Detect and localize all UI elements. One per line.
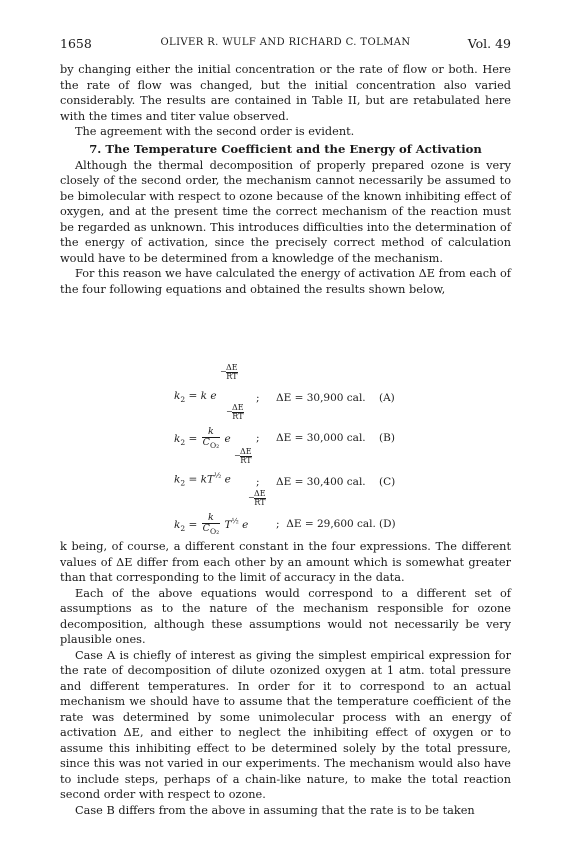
paragraph-method: For this reason we have calculated the energy of activation ΔE from each of the four following equations and obtained the results shown below,: [60, 267, 511, 296]
paragraph-assumptions: Each of the above equations would correspond to a different set of assumptions as to the nature of the mechanism responsible for ozone decomposition, although these assumptions would not necessarily be very plausible ones.: [60, 586, 511, 646]
equation-d: [174, 490, 434, 534]
equation-c: $k_2 = kT^{\frac{1}{2}}$ e − ΔE RT ; ΔE = 30,400 cal. (C): [174, 447, 396, 488]
paragraph-intro: by changing either the initial concentration or the rate of flow or both. Here the rate of flow was changed, but the initial concentration also varied considerably. The results are contained in Table II, but are retabulated here with the times and titer value observed.: [60, 63, 511, 123]
equation-d-result: ; ΔE = 29,600 cal.: [276, 518, 376, 530]
page-header: [60, 36, 511, 54]
paragraph-case-b: Case B differs from the above in assuming that the rate is to be taken: [75, 803, 475, 817]
running-head: OLIVER R. WULF AND RICHARD C. TOLMAN: [160, 37, 411, 48]
page-number: 1658: [60, 36, 92, 51]
equation-c-result: ΔE = 30,400 cal.: [276, 476, 366, 488]
equation-d-expr: $k_2$ = $\frac{k}{C_{O_2}}$ $T^{\frac{1}{2}}$ e: [174, 512, 249, 536]
text-block-top: [60, 62, 511, 297]
paragraph-mechanism: Although the thermal decomposition of properly prepared ozone is very closely of the second order, the mechanism cannot necessarily be assumed to be bimolecular with respect to ozone because of the known inhibiting effect of oxygen, and at the present time the correct mechanism of the reaction must be regarded as unknown. This introduces difficulties into the determination of the energy of activation, since the precisely correct method of calculation would have to be determined from a knowledge of the mechanism.: [60, 158, 511, 265]
equation-a-result: ΔE = 30,900 cal.: [276, 392, 366, 404]
paragraph-case-a: Case A is chiefly of interest as giving the simplest empirical expression for the rate of decomposition of dilute ozonized oxygen at 1 atm. total pressure and different temperatures. In order for it to correspond to an actual mechanism we should have to assume that the temperature coefficient of the rate was determined by some unimolecular process with an energy of activation ΔE, and either to neglect the inhibiting effect of oxygen or to assume this inhibiting effect to be determined solely by the total pressure, since this was not varied in our experiments. The mechanism would also have to include steps, perhaps of a chain-like nature, to make the total reaction second order with respect to ozone.: [60, 648, 511, 801]
section-heading: 7. The Temperature Coefficient and the Energy of Activation: [89, 141, 482, 156]
equation-b-label: (B): [379, 432, 395, 444]
equation-a-expr: $k_2 = k$ e: [174, 389, 217, 404]
equation-c-label: (C): [379, 476, 396, 488]
equation-b: $k_2$ = $\frac{k}{C_{O_2}}$ e − ΔE RT ; ΔE = 30,000 cal. (B): [174, 403, 395, 450]
equation-b-expr: $k_2$ = $\frac{k}{C_{O_2}}$ e: [174, 426, 231, 450]
paragraph-k-constant: k being, of course, a different constant in the four expressions. The different values of ΔE differ from each other by an amount which is somewhat greater than that corresponding to the limit of accuracy in the data.: [60, 540, 511, 584]
equation-a: $k_2 = k$ e − ΔE RT ; ΔE = 30,900 cal. (A): [174, 363, 395, 404]
equation-b-exponent: − ΔE RT: [226, 403, 244, 421]
equation-a-label: (A): [379, 392, 395, 404]
text-block-bottom: [60, 539, 511, 818]
paragraph-agreement: The agreement with the second order is evident.: [75, 125, 355, 138]
equation-a-exponent: − ΔE RT: [220, 363, 238, 381]
equation-d-label: (D): [379, 518, 396, 530]
equation-c-expr: $k_2 = kT^{\frac{1}{2}}$ e: [174, 471, 231, 488]
equation-c-exponent: − ΔE RT: [234, 447, 252, 465]
equation-b-result: ΔE = 30,000 cal.: [276, 432, 366, 444]
equation-d-exponent: − ΔE RT: [248, 489, 266, 507]
volume-label: Vol. 49: [467, 36, 511, 51]
